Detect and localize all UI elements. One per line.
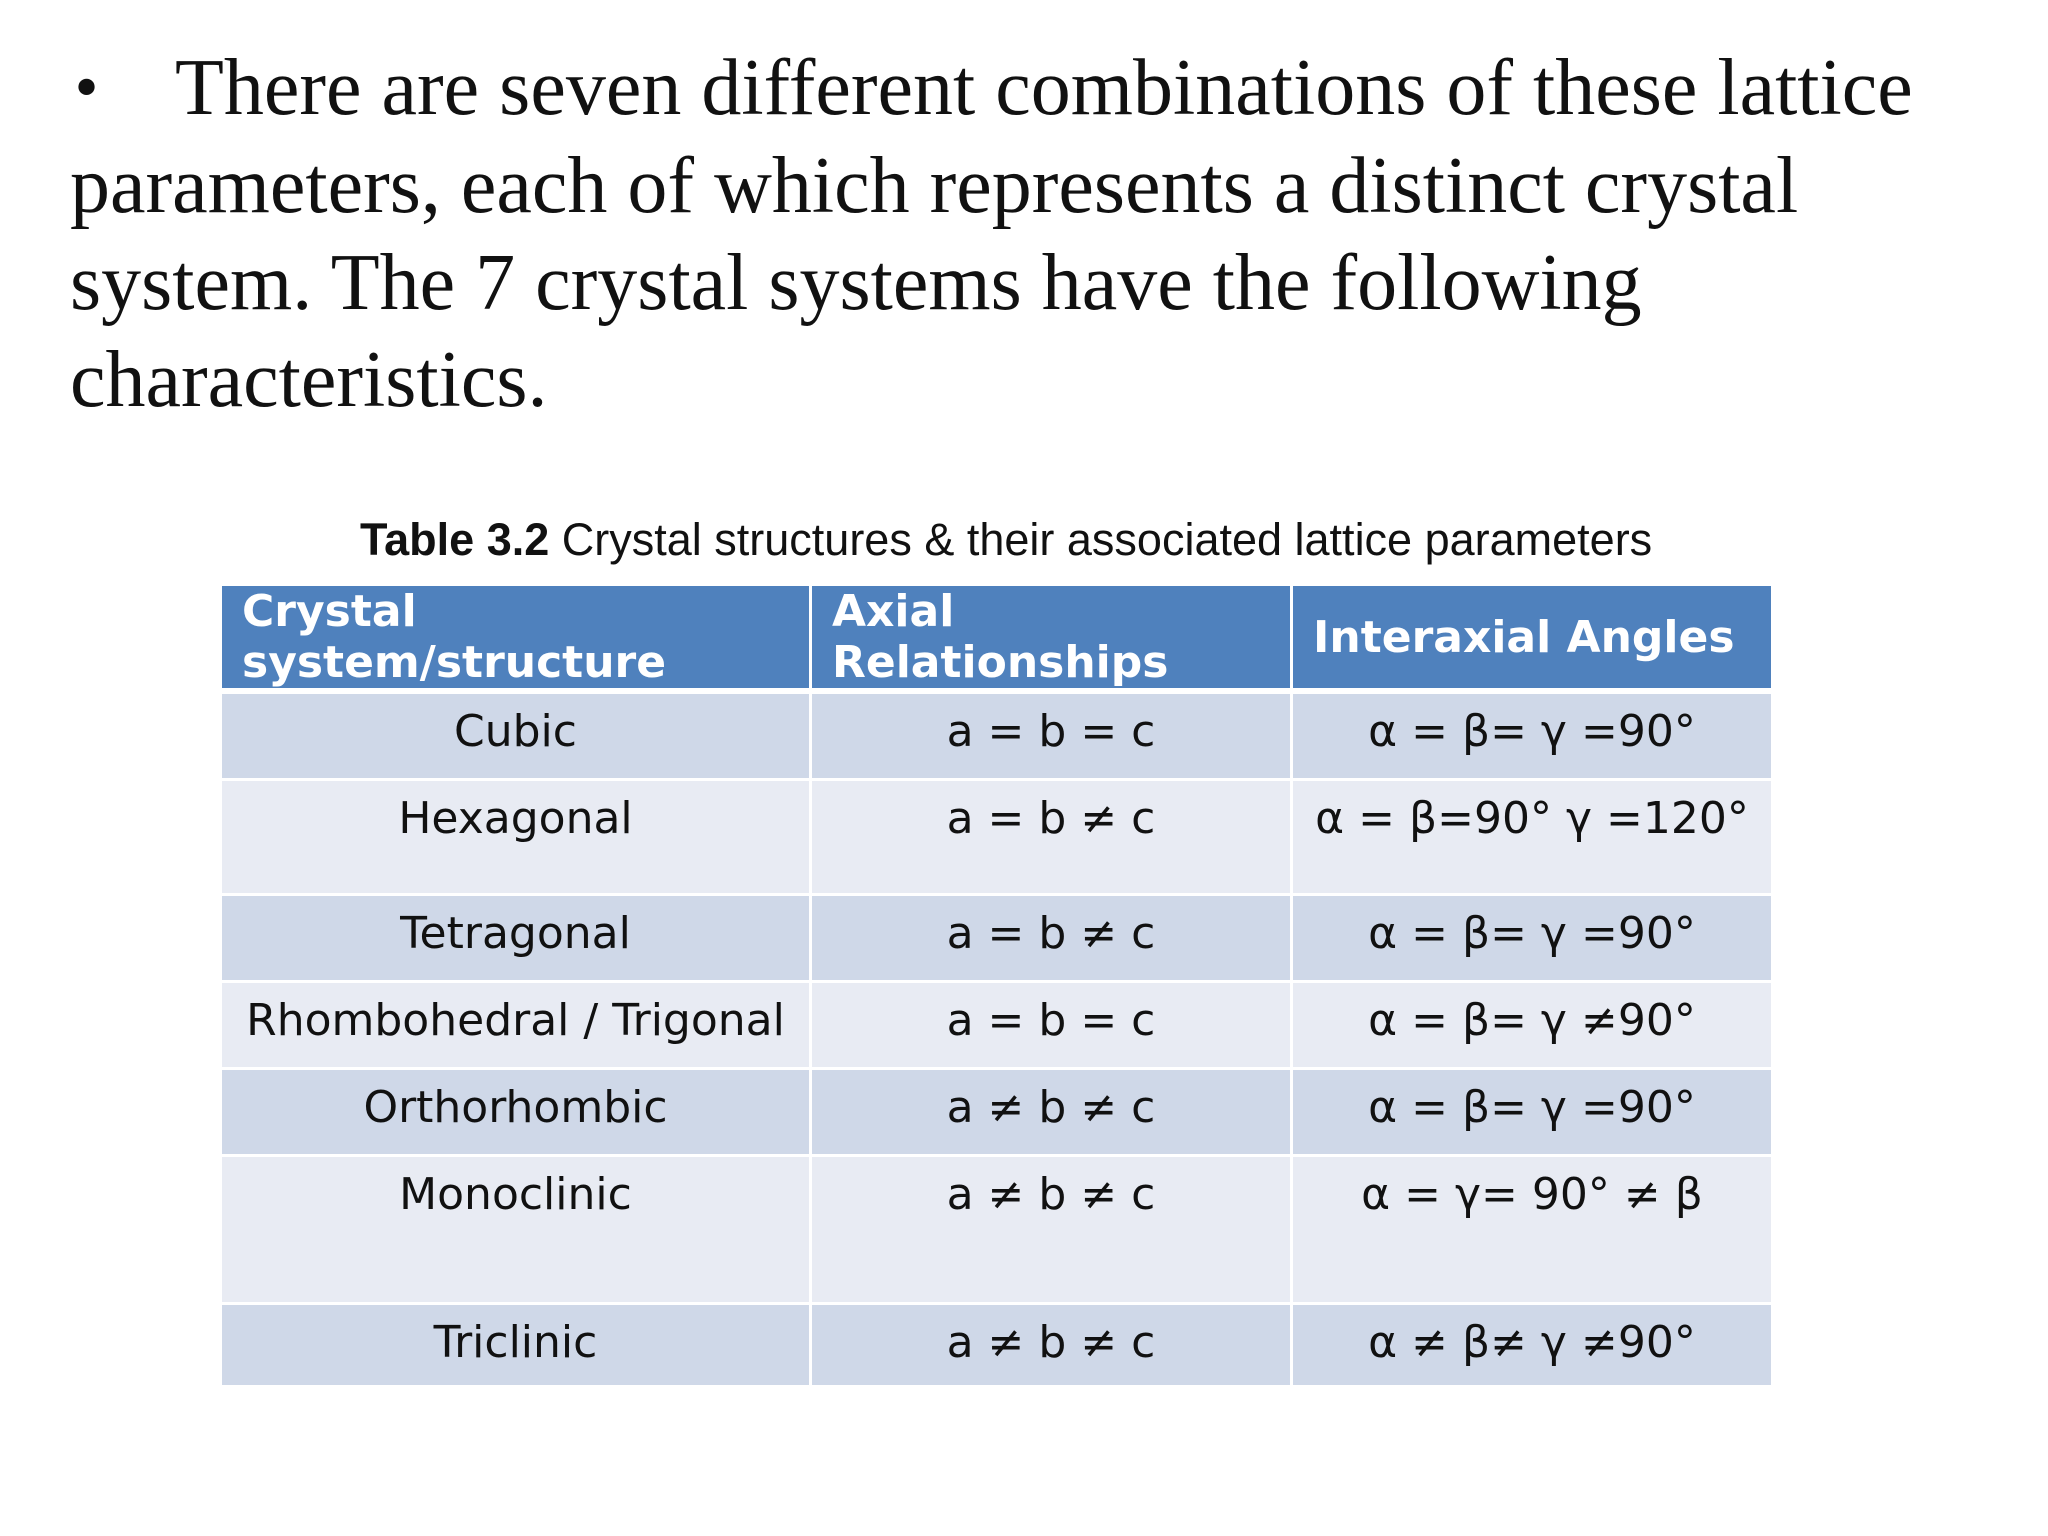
table-row bbox=[221, 1156, 1773, 1304]
table-row bbox=[221, 691, 1773, 780]
header-axial-relationships: Axial Relationships bbox=[811, 585, 1292, 692]
cell-angles: α = γ= 90° ≠ β bbox=[1292, 1156, 1773, 1304]
cell-system: Monoclinic bbox=[221, 1156, 811, 1304]
cell-axial: a ≠ b ≠ c bbox=[811, 1304, 1292, 1387]
table-row bbox=[221, 895, 1773, 982]
cell-system: Rhombohedral / Trigonal bbox=[221, 982, 811, 1069]
crystal-systems-table bbox=[219, 583, 1774, 1388]
table-row bbox=[221, 780, 1773, 895]
header-interaxial-angles: Interaxial Angles bbox=[1292, 585, 1773, 692]
cell-system: Tetragonal bbox=[221, 895, 811, 982]
table-caption-text: Crystal structures & their associated lattice parameters bbox=[549, 514, 1653, 565]
bullet-text-line-4: characteristics. bbox=[70, 336, 548, 424]
cell-angles: α = β= γ =90° bbox=[1292, 895, 1773, 982]
cell-angles: α = β= γ ≠90° bbox=[1292, 982, 1773, 1069]
table-header-row bbox=[221, 585, 1773, 692]
cell-angles: α ≠ β≠ γ ≠90° bbox=[1292, 1304, 1773, 1387]
cell-axial: a = b ≠ c bbox=[811, 780, 1292, 895]
bullet-point-icon: • bbox=[70, 57, 104, 122]
cell-system: Orthorhombic bbox=[221, 1069, 811, 1156]
bullet-paragraph bbox=[70, 40, 1970, 429]
cell-axial: a ≠ b ≠ c bbox=[811, 1069, 1292, 1156]
table-row bbox=[221, 1069, 1773, 1156]
bullet-text-line-3: system. The 7 crystal systems have the following bbox=[70, 239, 1642, 327]
bullet-text-line-1: There are seven different combinations of these lattice bbox=[175, 44, 1913, 132]
table-row bbox=[221, 982, 1773, 1069]
cell-system: Hexagonal bbox=[221, 780, 811, 895]
cell-system: Triclinic bbox=[221, 1304, 811, 1387]
table-row bbox=[221, 1304, 1773, 1387]
cell-angles: α = β= γ =90° bbox=[1292, 1069, 1773, 1156]
cell-axial: a = b ≠ c bbox=[811, 895, 1292, 982]
cell-system: Cubic bbox=[221, 691, 811, 780]
bullet-line-1 bbox=[70, 40, 1970, 138]
cell-angles: α = β=90° γ =120° bbox=[1292, 780, 1773, 895]
cell-angles: α = β= γ =90° bbox=[1292, 691, 1773, 780]
table-caption-label: Table 3.2 bbox=[360, 514, 550, 565]
cell-axial: a = b = c bbox=[811, 982, 1292, 1069]
bullet-text-line-2: parameters, each of which represents a distinct crystal bbox=[70, 142, 1799, 230]
cell-axial: a ≠ b ≠ c bbox=[811, 1156, 1292, 1304]
cell-axial: a = b = c bbox=[811, 691, 1292, 780]
table-caption bbox=[360, 510, 1760, 570]
header-crystal-system: Crystal system/structure bbox=[221, 585, 811, 692]
